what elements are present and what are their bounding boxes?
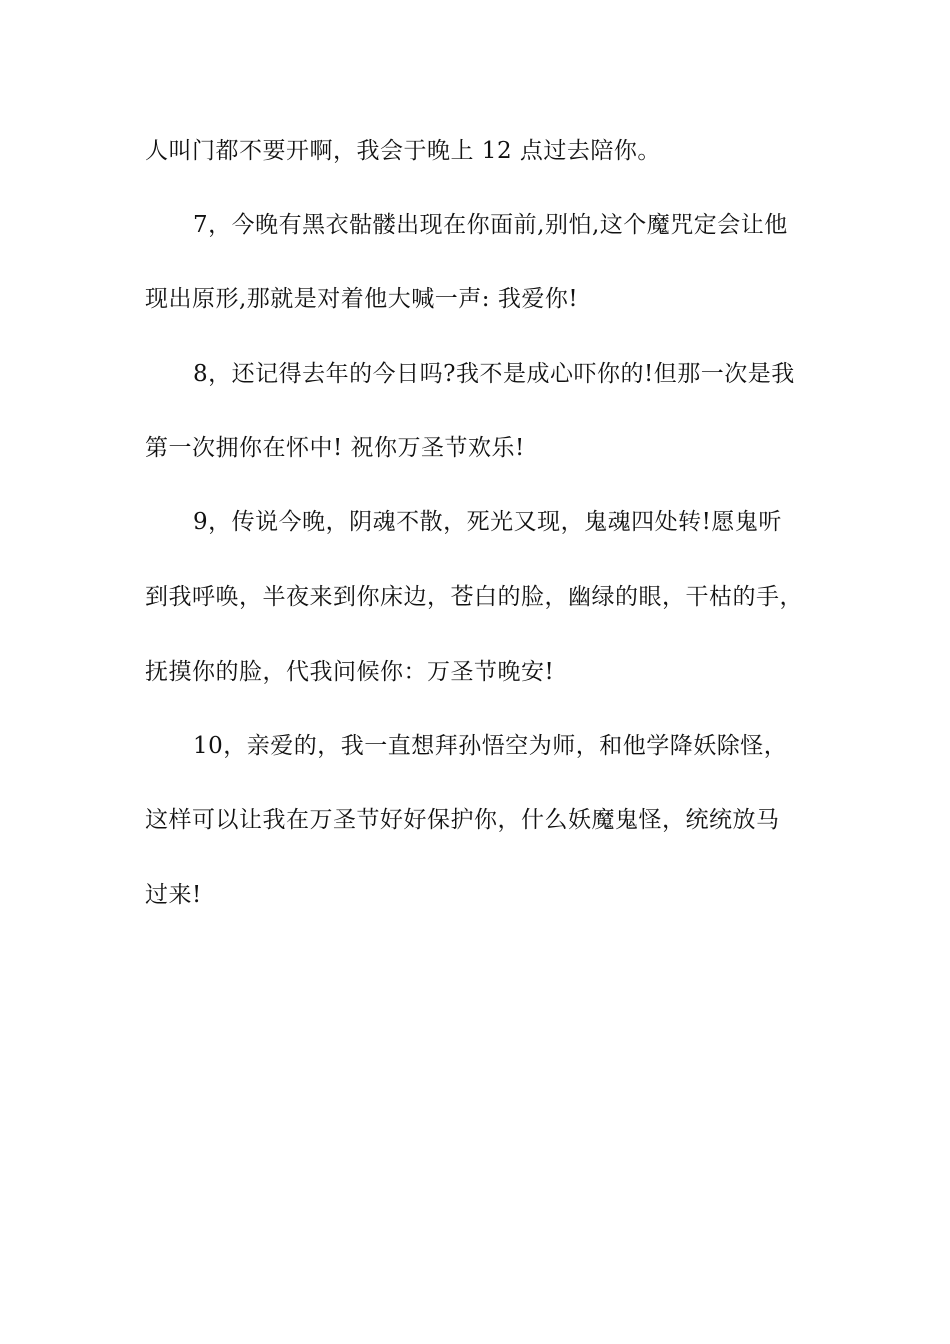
paragraph-9-start: 9，传说今晚，阴魂不散，死光又现，鬼魂四处转!愿鬼听	[193, 509, 782, 535]
text-line: 第一次拥你在怀中! 祝你万圣节欢乐!	[145, 435, 525, 461]
paragraph-7-start: 7，今晚有黑衣骷髅出现在你面前,别怕,这个魔咒定会让他	[193, 212, 788, 238]
text-line: 这样可以让我在万圣节好好保护你，什么妖魔鬼怪，统统放马	[145, 807, 780, 833]
text-line: 到我呼唤，半夜来到你床边，苍白的脸，幽绿的眼，干枯的手，	[145, 584, 803, 610]
paragraph-10-start: 10，亲爱的，我一直想拜孙悟空为师，和他学降妖除怪，	[193, 733, 788, 759]
text-line: 现出原形,那就是对着他大喊一声: 我爱你!	[145, 286, 579, 312]
text-line: 抚摸你的脸，代我问候你：万圣节晚安!	[145, 659, 555, 685]
text-line: 人叫门都不要开啊，我会于晚上 12 点过去陪你。	[145, 138, 661, 164]
text-line: 过来!	[145, 882, 202, 908]
paragraph-8-start: 8，还记得去年的今日吗?我不是成心吓你的!但那一次是我	[193, 361, 795, 387]
